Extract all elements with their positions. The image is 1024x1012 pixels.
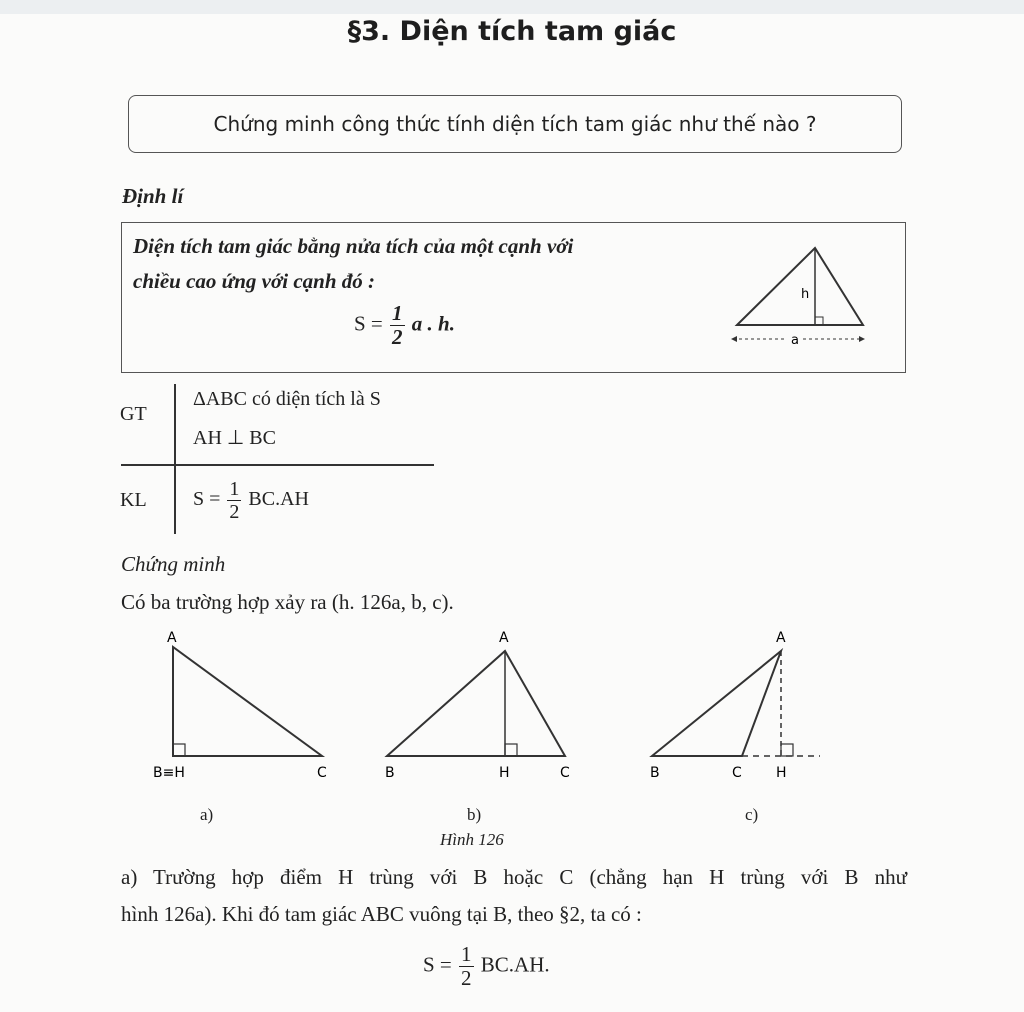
fig-b-label-H: H xyxy=(499,765,510,781)
case-a-denominator: 2 xyxy=(461,966,472,991)
fig-b-caption: b) xyxy=(467,805,482,824)
height-label: h xyxy=(801,287,810,302)
kl-rhs: BC.AH xyxy=(248,488,309,511)
case-a-line-1: a) Trường hợp điểm H trùng với B hoặc C (chẳng hạn H trùng với B như xyxy=(121,865,907,889)
theorem-line-2: chiều cao ứng với cạnh đó : xyxy=(133,269,376,293)
case-a-rhs: BC.AH. xyxy=(480,952,550,977)
theorem-formula xyxy=(354,302,455,349)
figure-126c xyxy=(640,625,840,785)
figure-126b xyxy=(380,625,590,785)
gtkl-horizontal-rule xyxy=(121,464,434,466)
figure-caption: Hình 126 xyxy=(440,830,504,849)
kl-numerator: 1 xyxy=(229,478,240,500)
gt-line-1: ΔABC có diện tích là S xyxy=(193,388,381,410)
fig-b-label-B: B xyxy=(385,765,395,781)
top-bar xyxy=(0,0,1024,14)
right-angle-mark-a xyxy=(173,744,185,756)
formula-numerator: 1 xyxy=(392,301,403,325)
fig-c-label-A: A xyxy=(776,630,786,646)
question-text: Chứng minh công thức tính diện tích tam giác như thế nào ? xyxy=(213,112,817,136)
gt-line-2: AH ⊥ BC xyxy=(193,427,276,449)
fig-a-label-A: A xyxy=(167,630,177,646)
kl-fraction xyxy=(227,478,241,523)
case-a-line-2: hình 126a). Khi đó tam giác ABC vuông tại B, theo §2, ta có : xyxy=(121,902,642,926)
fig-c-caption: c) xyxy=(745,805,759,824)
kl-lhs: S = xyxy=(193,488,221,511)
case-a-lhs: S = xyxy=(423,952,452,977)
fig-a-caption: a) xyxy=(200,805,214,824)
formula-fraction xyxy=(390,302,405,349)
kl-label: KL xyxy=(120,489,147,511)
triangle-b-outline xyxy=(387,651,565,756)
gt-label: GT xyxy=(120,403,147,425)
arrowhead-left xyxy=(731,336,737,342)
section-title: §3. Diện tích tam giác xyxy=(347,16,677,47)
formula-lhs: S = xyxy=(354,311,383,336)
triangle-c-outline xyxy=(652,651,781,756)
fig-c-label-B: B xyxy=(650,765,660,781)
question-box xyxy=(128,95,902,153)
figure-126a xyxy=(140,625,350,785)
case-a-formula xyxy=(423,943,550,990)
proof-heading: Chứng minh xyxy=(121,552,226,576)
theorem-statement xyxy=(133,229,693,299)
theorem-triangle-figure xyxy=(725,240,875,350)
fig-c-label-C: C xyxy=(732,765,742,781)
right-angle-mark-b xyxy=(505,744,517,756)
formula-denominator: 2 xyxy=(392,325,403,350)
proof-intro: Có ba trường hợp xảy ra (h. 126a, b, c). xyxy=(121,590,454,614)
fig-a-label-BH: B≡H xyxy=(153,765,185,781)
base-label: a xyxy=(791,333,799,348)
triangle-outline xyxy=(737,248,863,325)
kl-formula xyxy=(193,478,309,523)
case-a-numerator: 1 xyxy=(461,942,472,966)
theorem-line-1: Diện tích tam giác bằng nửa tích của một cạnh với xyxy=(133,234,574,258)
fig-b-label-A: A xyxy=(499,630,509,646)
arrowhead-right xyxy=(859,336,865,342)
fig-c-label-H: H xyxy=(776,765,787,781)
triangle-a-outline xyxy=(173,647,322,756)
theorem-heading: Định lí xyxy=(122,184,184,208)
right-angle-mark-c xyxy=(781,744,793,756)
formula-rhs: a . h. xyxy=(411,311,455,336)
right-angle-mark xyxy=(815,317,823,325)
fig-a-label-C: C xyxy=(317,765,327,781)
gtkl-vertical-rule xyxy=(174,384,176,534)
fig-b-label-C: C xyxy=(560,765,570,781)
case-a-fraction xyxy=(459,943,474,990)
kl-denominator: 2 xyxy=(229,501,240,523)
